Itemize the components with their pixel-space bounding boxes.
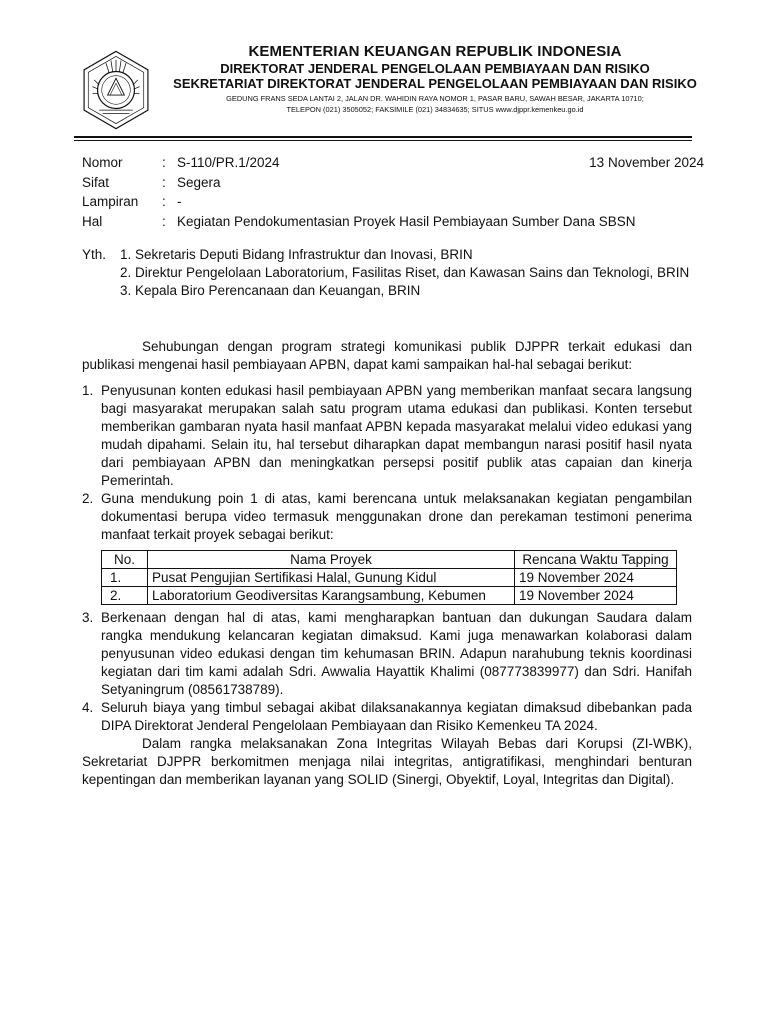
table-cell-no: 2. bbox=[102, 587, 148, 605]
point-marker: 4. bbox=[82, 700, 94, 715]
table-header-project: Nama Proyek bbox=[148, 551, 515, 569]
points-list bbox=[82, 382, 692, 544]
project-table bbox=[101, 550, 677, 605]
addressee-item: 2. Direktur Pengelolaan Laboratorium, Fasilitas Riset, dan Kawasan Sains dan Teknologi, BRIN bbox=[120, 265, 690, 280]
point-item bbox=[82, 609, 692, 699]
letterhead bbox=[165, 42, 705, 115]
point-item bbox=[82, 699, 692, 735]
lampiran-label: Lampiran bbox=[82, 194, 139, 209]
addressee-item: 3. Kepala Biro Perencanaan dan Keuangan, BRIN bbox=[120, 283, 421, 298]
table-cell-no: 1. bbox=[102, 569, 148, 587]
meta-row-nomor bbox=[82, 153, 704, 173]
hal-value: Kegiatan Pendokumentasian Proyek Hasil Pembiayaan Sumber Dana SBSN bbox=[177, 213, 636, 229]
meta-row-hal bbox=[82, 212, 704, 232]
colon: : bbox=[162, 194, 166, 209]
letterhead-divider-thick bbox=[74, 136, 692, 138]
table-cell-schedule: 19 November 2024 bbox=[515, 569, 677, 587]
point-marker: 3. bbox=[82, 610, 94, 625]
colon: : bbox=[162, 174, 166, 190]
point-text: Guna mendukung poin 1 di atas, kami berencana untuk melaksanakan kegiatan pengambilan dokumentasi berupa video termasuk menggunakan drone dan perekaman testimoni penerima manfaat terkait proyek sebagai berikut: bbox=[101, 491, 692, 542]
table-cell-project: Pusat Pengujian Sertifikasi Halal, Gunung Kidul bbox=[148, 569, 515, 587]
nomor-value: S-110/PR.1/2024 bbox=[177, 155, 280, 170]
points-list-continued bbox=[82, 609, 692, 735]
intro-paragraph: Sehubungan dengan program strategi komunikasi publik DJPPR terkait edukasi dan publikasi mengenai hasil pembiayaan APBN, dapat kami sampaikan hal-hal sebagai berikut: bbox=[82, 339, 692, 372]
sifat-label: Sifat bbox=[82, 174, 110, 190]
point-item bbox=[82, 490, 692, 544]
letterhead-address: GEDUNG FRANS SEDA LANTAI 2, JALAN DR. WAHIDIN RAYA NOMOR 1, PASAR BARU, SAWAH BESAR, JAKARTA 10710; bbox=[226, 94, 644, 103]
kemenkeu-emblem-icon bbox=[74, 48, 158, 132]
nomor-label: Nomor bbox=[82, 155, 123, 170]
lampiran-value: - bbox=[177, 194, 182, 209]
secretariat-name: SEKRETARIAT DIREKTORAT JENDERAL PENGELOLAAN PEMBIAYAAN DAN RISIKO bbox=[173, 76, 697, 91]
hal-label: Hal bbox=[82, 213, 103, 229]
letterhead-divider-thin bbox=[74, 140, 692, 141]
meta-row-sifat bbox=[82, 173, 704, 193]
ministry-name: KEMENTERIAN KEUANGAN REPUBLIK INDONESIA bbox=[248, 43, 622, 60]
table-cell-schedule: 19 November 2024 bbox=[515, 587, 677, 605]
colon: : bbox=[162, 155, 166, 170]
letter-date: 13 November 2024 bbox=[589, 155, 704, 170]
table-row bbox=[102, 569, 677, 587]
letterhead-contact: TELEPON (021) 3505052; FAKSIMILE (021) 34834635; SITUS www.djppr.kemenkeu.go.id bbox=[286, 105, 584, 114]
point-marker: 1. bbox=[82, 383, 94, 398]
colon: : bbox=[162, 213, 166, 229]
table-header-row bbox=[102, 551, 677, 569]
point-text: Seluruh biaya yang timbul sebagai akibat dilaksanakannya kegiatan dimaksud dibebankan pada DIPA Direktorat Jenderal Pengelolaan Pembiayaan dan Risiko Kemenkeu TA 2024. bbox=[101, 700, 692, 733]
point-text: Berkenaan dengan hal di atas, kami mengharapkan bantuan dan dukungan Saudara dalam rangka mendukung kelancaran kegiatan dimaksud. Kami juga menawarkan kolaborasi dalam penyusunan video edukasi dengan tim kehumasan BRIN. Adapun narahubung teknis koordinasi kegiatan dari tim kami adalah Sdri. Awwalia Hayattik Khalimi (087773839977) dan Sdri. Hanifah Setyaningrum (08561738789). bbox=[101, 610, 692, 697]
addressee-label: Yth. bbox=[82, 247, 107, 262]
addressee-item: 1. Sekretaris Deputi Bidang Infrastruktur dan Inovasi, BRIN bbox=[120, 247, 473, 262]
letter-meta bbox=[82, 153, 704, 231]
directorate-general-name: DIREKTORAT JENDERAL PENGELOLAAN PEMBIAYAAN DAN RISIKO bbox=[220, 61, 650, 76]
point-text: Penyusunan konten edukasi hasil pembiayaan APBN yang memberikan manfaat secara langsung bagi masyarakat merupakan salah satu program utama edukasi dan publikasi. Konten tersebut memberikan gambaran nyata hasil manfaat APBN kepada masyarakat melalui video edukasi yang mudah dipahami. Selain itu, hal tersebut diharapkan dapat membangun narasi positif hasil nyata dari pembiayaan APBN dan meningkatkan persepsi positif publik atas capaian dan kinerja Pemerintah. bbox=[101, 383, 692, 488]
letter-body bbox=[82, 338, 692, 789]
point-item bbox=[82, 382, 692, 490]
table-cell-project: Laboratorium Geodiversitas Karangsambung, Kebumen bbox=[148, 587, 515, 605]
addressee-list bbox=[120, 246, 700, 300]
table-row bbox=[102, 587, 677, 605]
table-header-no: No. bbox=[102, 551, 148, 569]
table-header-schedule: Rencana Waktu Tapping bbox=[515, 551, 677, 569]
sifat-value: Segera bbox=[177, 174, 221, 190]
point-marker: 2. bbox=[82, 491, 94, 506]
closing-paragraph: Dalam rangka melaksanakan Zona Integritas Wilayah Bebas dari Korupsi (ZI-WBK), Sekretariat DJPPR berkomitmen menjaga nilai integritas, antigratifikasi, menghindari benturan kepentingan dan memberikan layanan yang SOLID (Sinergi, Obyektif, Loyal, Integritas dan Digital). bbox=[82, 736, 692, 787]
meta-row-lampiran bbox=[82, 192, 704, 212]
